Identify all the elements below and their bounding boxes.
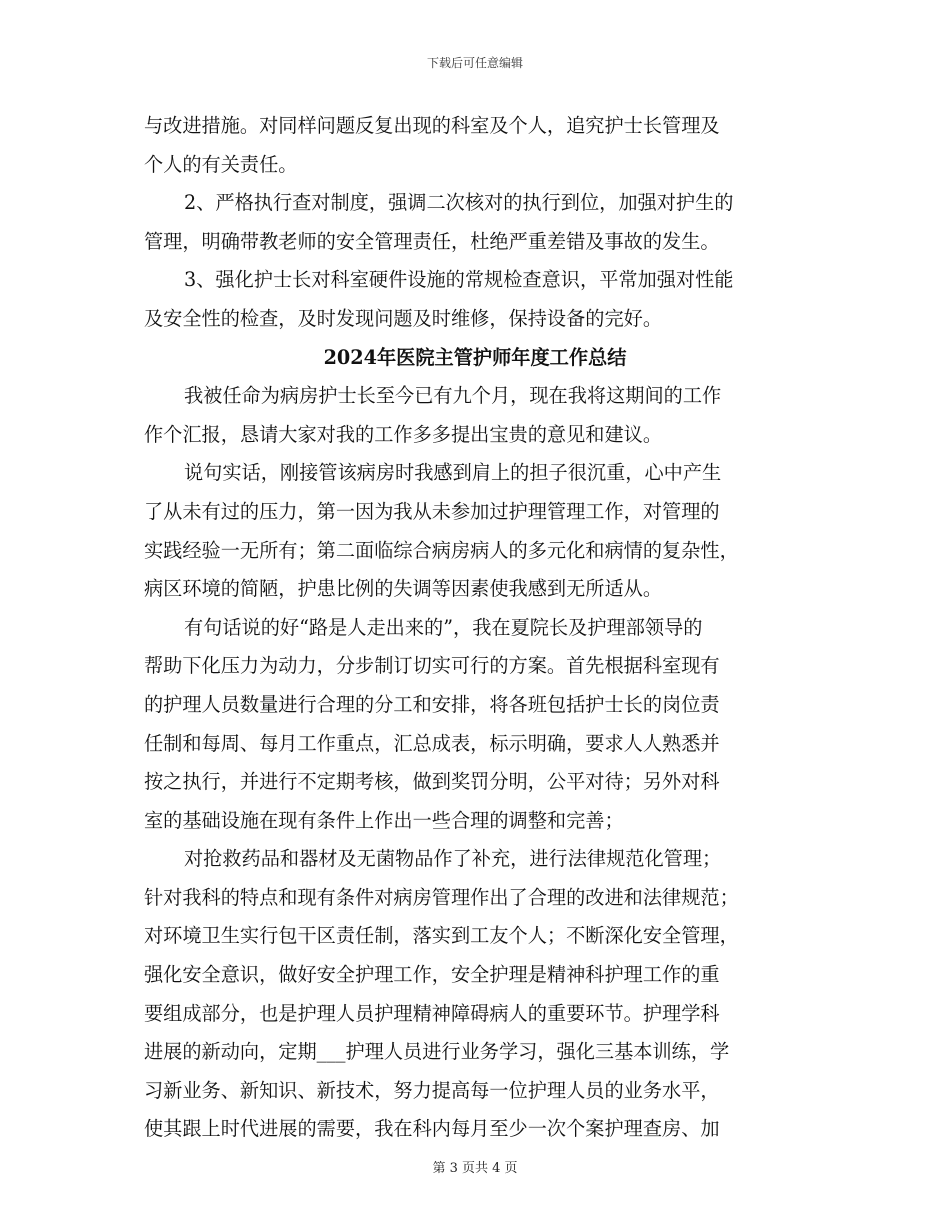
text-line: 的护理人员数量进行合理的分工和安排，将各班包括护士长的岗位责 <box>144 692 720 716</box>
text-line: 对抢救药品和器材及无菌物品作了补充，进行法律规范化管理； <box>184 847 722 871</box>
text-line: 管理，明确带教老师的安全管理责任，杜绝严重差错及事故的发生。 <box>144 229 720 253</box>
text-line: 帮助下化压力为动力，分步制订切实可行的方案。首先根据科室现有 <box>144 654 720 678</box>
text-line: 病区环境的简陋，护患比例的失调等因素使我感到无所适从。 <box>144 577 663 601</box>
text-line: 个人的有关责任。 <box>144 152 298 176</box>
text-line: 说句实话，刚接管该病房时我感到肩上的担子很沉重，心中产生 <box>184 461 722 485</box>
text-line: 室的基础设施在现有条件上作出一些合理的调整和完善； <box>144 808 624 832</box>
text-line: 按之执行，并进行不定期考核，做到奖罚分明，公平对待；另外对科 <box>144 770 720 794</box>
text-line: 要组成部分，也是护理人员护理精神障碍病人的重要环节。护理学科 <box>144 1001 720 1025</box>
text-line: 使其跟上时代进展的需要，我在科内每月至少一次个案护理查房、加 <box>144 1117 720 1141</box>
text-line: 3、强化护士长对科室硬件设施的常规检查意识，平常加强对性能 <box>184 268 734 292</box>
text-line: 针对我科的特点和现有条件对病房管理作出了合理的改进和法律规范； <box>144 885 739 909</box>
page-number: 第 3 页共 4 页 <box>432 1161 518 1176</box>
text-line: 进展的新动向，定期___护理人员进行业务学习，强化三基本训练，学 <box>144 1040 730 1064</box>
header-note: 下载后可任意编辑 <box>426 56 523 70</box>
text-line: 2、严格执行查对制度，强调二次核对的执行到位，加强对护生的 <box>184 191 734 215</box>
text-line: 习新业务、新知识、新技术，努力提高每一位护理人员的业务水平， <box>144 1078 720 1102</box>
document-title: 2024年医院主管护师年度工作总结 <box>323 345 627 369</box>
text-line: 我被任命为病房护士长至今已有九个月，现在我将这期间的工作 <box>184 384 722 408</box>
text-line: 对环境卫生实行包干区责任制，落实到工友个人；不断深化安全管理， <box>144 924 739 948</box>
text-line: 作个汇报，恳请大家对我的工作多多提出宝贵的意见和建议。 <box>144 422 663 446</box>
text-line: 强化安全意识，做好安全护理工作，安全护理是精神科护理工作的重 <box>144 963 720 987</box>
text-line: 有句话说的好“路是人走出来的”，我在夏院长及护理部领导的 <box>184 615 703 639</box>
text-line: 与改进措施。对同样问题反复出现的科室及个人，追究护士长管理及 <box>144 114 720 137</box>
text-line: 及安全性的检查，及时发现问题及时维修，保持设备的完好。 <box>144 306 663 330</box>
text-line: 了从未有过的压力，第一因为我从未参加过护理管理工作，对管理的 <box>144 499 720 523</box>
document-body <box>144 107 806 1149</box>
text-line: 任制和每周、每月工作重点，汇总成表，标示明确，要求人人熟悉并 <box>144 731 720 755</box>
text-line: 实践经验一无所有；第二面临综合病房病人的多元化和病情的复杂性， <box>144 538 739 562</box>
